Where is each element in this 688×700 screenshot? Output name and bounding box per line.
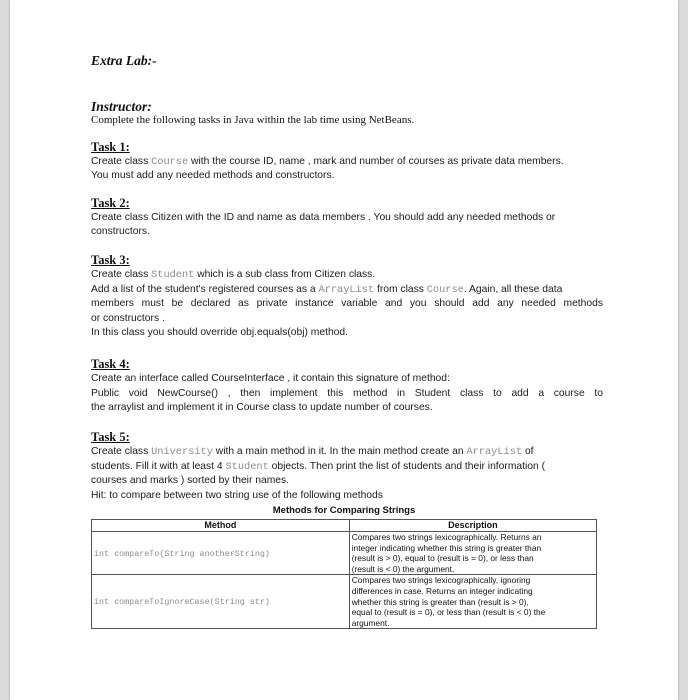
- table-header-row: [92, 520, 597, 532]
- description-line: equal to (result is = 0), or less than (result is < 0) the: [351, 607, 546, 618]
- description-line: differences in case. Returns an integer indicating: [351, 585, 533, 596]
- description-line: (result is > 0), equal to (result is = 0), or less than: [351, 553, 534, 564]
- task-1-line-2: You must add any needed methods and constructors.: [91, 170, 335, 181]
- task-5-code-student: Student: [225, 461, 269, 473]
- task-2-line-1: Create class Citizen with the ID and name as data members . You should add any needed methods or: [91, 212, 556, 223]
- table-row: [92, 575, 597, 629]
- description-line: (result is < 0) the argument.: [351, 563, 455, 574]
- description-line: argument.: [351, 617, 390, 628]
- task-5-text-a: Create class: [91, 446, 152, 457]
- task-2-title: Task 2:: [91, 196, 130, 210]
- method-cell: [92, 575, 350, 629]
- task-3-line-4: or constructors .: [91, 313, 165, 324]
- task-1-text-a: Create class: [91, 156, 152, 167]
- task-3-line-5: In this class you should override obj.equals(obj) method.: [91, 327, 348, 338]
- description-line: Compares two strings lexicographically, ignoring: [351, 575, 531, 586]
- task-3-line-3: members must be declared as private instance variable and you should add any needed methods: [91, 298, 603, 309]
- task-5-line-3: courses and marks ) sorted by their names.: [91, 475, 290, 486]
- task-3-l2-text-b: from class: [374, 284, 427, 295]
- method-cell: [92, 532, 350, 575]
- instructor-label: Instructor:: [91, 99, 152, 114]
- task-5-title: Task 5:: [91, 430, 130, 444]
- task-1-title: Task 1:: [91, 140, 130, 154]
- document-page: [10, 0, 678, 700]
- task-3-l2-text-c: . Again, all these data: [463, 284, 563, 295]
- task-5-line-1: [91, 445, 534, 460]
- task-3-code-student: Student: [151, 269, 195, 281]
- task-3-text-b: which is a sub class from Citizen class.: [194, 269, 376, 280]
- task-3-text-a: Create class: [91, 269, 152, 280]
- task-5-line-4: Hit: to compare between two string use of the following methods: [91, 490, 383, 501]
- column-header-description: Description: [349, 520, 596, 532]
- task-1-code-course: Course: [151, 156, 189, 168]
- method-signature: int compareToIgnoreCase(String str): [94, 597, 270, 608]
- task-3-line-1: [91, 268, 375, 283]
- table-row: [92, 532, 597, 575]
- task-5-code-university: University: [151, 446, 213, 458]
- task-4-line-2: Public void NewCourse() , then implement this method in Student class to add a course to: [91, 388, 603, 399]
- task-3-l2-text-a: Add a list of the student's registered courses as a: [91, 284, 319, 295]
- task-5-text-b: with a main method in it. In the main method create an: [212, 446, 467, 457]
- task-3-line-2: [91, 283, 562, 298]
- task-5-text-c: of: [522, 446, 534, 457]
- description-line: Compares two strings lexicographically. Returns an: [351, 532, 542, 542]
- methods-table: [91, 519, 597, 629]
- task-3-code-course: Course: [426, 284, 464, 296]
- task-5-l2-text-a: students. Fill it with at least 4: [91, 461, 226, 472]
- document-heading: Extra Lab:-: [91, 53, 157, 68]
- task-5-line-2: [91, 460, 545, 475]
- task-2-line-2: constructors.: [91, 226, 150, 237]
- table-caption: Methods for Comparing Strings: [272, 505, 416, 516]
- task-5-code-arraylist: ArrayList: [466, 446, 523, 458]
- task-3-code-arraylist: ArrayList: [318, 284, 375, 296]
- description-cell: [349, 575, 596, 629]
- description-cell: [349, 532, 596, 575]
- column-header-method: Method: [92, 520, 350, 532]
- task-4-line-1: Create an interface called CourseInterface , it contain this signature of method:: [91, 373, 450, 384]
- task-4-line-3: the arraylist and implement it in Course class to update number of courses.: [91, 402, 433, 413]
- instructor-text: Complete the following tasks in Java within the lab time using NetBeans.: [91, 114, 415, 126]
- task-4-title: Task 4:: [91, 357, 130, 371]
- task-1-text-b: with the course ID, name , mark and number of courses as private data members.: [188, 156, 564, 167]
- task-3-title: Task 3:: [91, 253, 130, 267]
- task-5-l2-text-b: objects. Then print the list of students and their information (: [268, 461, 546, 472]
- method-signature: int compareTo(String anotherString): [94, 548, 270, 559]
- task-1-line-1: [91, 155, 564, 170]
- description-line: integer indicating whether this string is greater than: [351, 542, 542, 553]
- description-line: whether this string is greater than (result is > 0),: [351, 596, 529, 607]
